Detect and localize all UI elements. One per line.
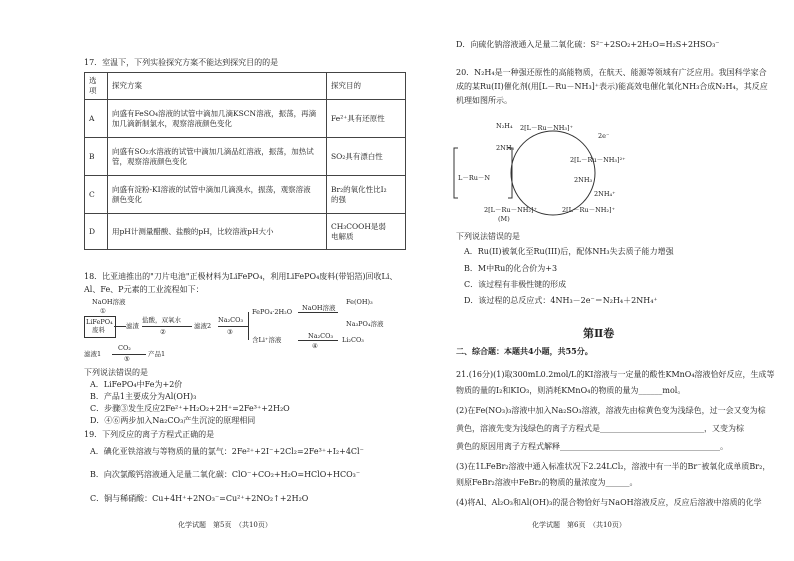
q20-stem-1: 20．N₂H₄是一种强还原性的高能物质，在航天、能源等领域有广泛应用。我国科学家合 [456, 68, 767, 77]
q21-line: (4)将Al、Al₂O₃和Al(OH)₃的混合物恰好与NaOH溶液反应，反应后溶液中溶质的化学 [456, 498, 762, 507]
q17-table [84, 72, 406, 250]
flow-raw: LiFePO₄ [86, 318, 113, 326]
header-option: 选项 [85, 73, 108, 100]
header-plan: 探究方案 [108, 73, 327, 100]
page-footer-left: 化学试题 第5页 （共10页） [178, 521, 272, 529]
cycle-circle [511, 131, 595, 215]
flow-arrow [114, 326, 126, 327]
dg-left: L－Ru－N [458, 174, 491, 182]
goal-line: 的强 [331, 194, 346, 204]
flow-raw2: 废料 [92, 326, 105, 334]
q17-stem: 17．室温下，下列实验探究方案不能达到探究目的的是 [84, 58, 279, 67]
flow-feoh: Fe(OH)₃ [346, 298, 373, 306]
page-footer-right: 化学试题 第6页 （共10页） [532, 521, 626, 529]
table-row [85, 214, 406, 250]
flow-filtrate1: 滤液1 [84, 350, 102, 358]
q18-ask: 下列说法错误的是 [84, 368, 148, 377]
q19-option-b: B．向次氯酸钙溶液通入足量二氧化碳：ClO⁻+CO₂+H₂O=HClO+HCO₃⁻ [90, 470, 361, 479]
flow-product1: 产品1 [148, 350, 166, 358]
row-option: D [85, 214, 108, 250]
q18-option-b: B．产品1主要成分为Al(OH)₃ [90, 392, 197, 401]
goal-line: Br₂的氧化性比I₂ [331, 184, 387, 194]
left-page [60, 0, 405, 561]
row-option: A [85, 100, 108, 138]
flow-naoh: NaOH溶液 [92, 298, 126, 306]
flow-na2co3: Na₂CO₃ [218, 316, 244, 324]
flow-branch [248, 312, 249, 340]
row-goal [327, 100, 406, 138]
row-option: C [85, 176, 108, 214]
flow-step4: ④ [312, 342, 318, 350]
flow-li-filtrate: 含Li⁺溶液 [252, 336, 282, 344]
plan-line: 向盛有淀粉-KI溶液的试管中滴加几滴溴水，振荡，观察溶液 [112, 184, 311, 194]
flow-arrow [218, 326, 248, 327]
q20-option-a: A．Ru(II)被氧化至Ru(III)后，配体NH₃失去质子能力增强 [464, 247, 674, 256]
dg-right1: 2[L－Ru－NH₃]²⁺ [570, 156, 626, 164]
q21-line: (3)在1LFeBr₂溶液中通入标准状况下2.24LCl₂，溶液中有一半的Br⁻被氧化成单质Br₂， [456, 462, 771, 471]
q19-option-d: D．向硫化钠溶液通入足量二氧化硫：S²⁻+2SO₂+2H₂O=H₂S+2HSO₃⁻ [456, 40, 720, 49]
q20-mechanism-diagram [448, 118, 768, 228]
q21-line: 则原FeBr₂溶液中FeBr₂的物质的量浓度为______。 [456, 478, 638, 487]
q20-stem-2: 成的某Ru(II)催化剂(用[L－Ru－NH₃]⁺表示)能高效电催化氧化NH₃合成N₂H₄，其反应 [456, 82, 768, 91]
q20-option-c: C．该过程有非极性键的形成 [464, 280, 567, 289]
q20-ask: 下列说法错误的是 [456, 232, 520, 241]
plan-line: 向盛有FeSO₄溶液的试管中滴加几滴KSCN溶液，振荡，再滴 [112, 108, 317, 118]
row-goal [327, 138, 406, 176]
q21-line: 黄色，溶液先变为浅绿色的离子方程式是__________________________，又变为棕 [456, 424, 744, 433]
row-option: B [85, 138, 108, 176]
q19-option-c: C．铜与稀硝酸：Cu+4H⁺+2NO₃⁻=Cu²⁺+2NO₂↑+2H₂O [90, 494, 309, 503]
plan-line: 向盛有SO₂水溶液的试管中滴加几滴品红溶液，振荡，加热试 [112, 146, 314, 156]
row-plan [108, 100, 327, 138]
q21-line: 黄色的原因用离子方程式解释________________________________________。 [456, 442, 728, 451]
dg-m: (M) [498, 215, 510, 223]
table-row [85, 100, 406, 138]
flow-arrow [298, 312, 338, 313]
flow-li2co3: Li₂CO₃ [342, 336, 364, 344]
q20-option-d: D．该过程的总反应式：4NH₃－2e⁻＝N₂H₄＋2NH₄⁺ [464, 296, 658, 305]
flow-naoh2: NaOH溶液 [302, 304, 336, 312]
q21-line: 物质的量的I₂和KIO₃，则消耗KMnO₄的物质的量为______mol。 [456, 386, 686, 395]
plan-line: 管，观察溶液颜色变化 [112, 156, 187, 166]
flow-arrow [298, 340, 338, 341]
flow-step1: ① [100, 307, 106, 315]
table-row [85, 138, 406, 176]
part-2-title: 第Ⅱ卷 [583, 327, 615, 340]
right-page [448, 0, 775, 561]
part-2-section: 二、综合题：本题共4小题，共55分。 [456, 346, 593, 356]
flow-p1: FePO₄·2H₂O [252, 308, 293, 316]
q18-option-a: A．LiFePO₄中Fe为+2价 [90, 380, 183, 389]
plan-line: 用pH计测量醋酸、盐酸的pH，比较溶液pH大小 [112, 226, 274, 236]
row-goal [327, 176, 406, 214]
row-goal [327, 214, 406, 250]
flow-acid: 盐酸，双氧水 [142, 316, 181, 324]
table-row [85, 176, 406, 214]
flow-step2: ② [160, 328, 166, 336]
flow-step5: ⑤ [124, 355, 130, 363]
q18-option-c: C．步骤③发生反应2Fe²⁺+H₂O₂+2H⁺=2Fe³⁺+2H₂O [90, 404, 290, 413]
q20-stem-3: 机理如图所示。 [456, 96, 512, 105]
dg-bottom-left: 2[L－Ru－NH₂]⁺ [484, 206, 537, 214]
plan-line: 颜色变化 [112, 194, 142, 204]
q20-option-b: B．M中Ru的化合价为+3 [464, 264, 558, 273]
dg-n2h4: N₂H₄ [496, 122, 513, 130]
row-plan [108, 214, 327, 250]
dg-bottom-right: 2[L－Ru－NH₂]⁺ [562, 206, 615, 214]
plan-line: 加几滴新制氯水，观察溶液颜色变化 [112, 118, 232, 128]
bracket-left [454, 148, 458, 198]
goal-line: Fe²⁺具有还原性 [331, 113, 385, 123]
q18-stem-2: Al、Fe、P元素的工业流程如下： [84, 285, 204, 294]
flow-co2: CO₂ [118, 344, 131, 352]
goal-line: CH₃COOH是弱 [331, 221, 386, 231]
dg-top: 2[L－Ru－NH₃]⁺ [520, 124, 573, 132]
q18-flow-diagram [84, 298, 404, 364]
q19-option-a: A．碘化亚铁溶液与等物质的量的氯气：2Fe²⁺+2I⁻+2Cl₂=2Fe³⁺+I₂+4Cl⁻ [90, 447, 364, 456]
q21-line: (2)在Fe(NO₃)₃溶液中加入Na₂SO₃溶液，溶液先由棕黄色变为浅绿色，过一会又变为棕 [456, 406, 766, 415]
dg-nh3-right: 2NH₃ [574, 176, 593, 184]
goal-line: SO₂具有漂白性 [331, 151, 383, 161]
row-plan [108, 138, 327, 176]
q18-stem-1: 18．比亚迪推出的"刀片电池"正极材料为LiFePO₄，利用LiFePO₄废料(带铝箔)回收Li、 [84, 272, 398, 281]
flow-filtrate2: 滤液2 [194, 322, 212, 330]
flow-filtrate: 滤渣 [126, 322, 139, 330]
flow-napo: Na₃PO₄溶液 [346, 320, 384, 328]
dg-nh4: 2NH₄⁺ [594, 190, 616, 198]
dg-e1: 2e⁻ [598, 132, 610, 140]
q21-line: 21.(16分)(1)取300mL0.2mol/L的KI溶液与一定量的酸性KMnO₄溶液恰好反应，生成等 [456, 370, 775, 379]
flow-step3: ③ [227, 328, 233, 336]
header-goal: 探究目的 [327, 73, 406, 100]
table-header-row [85, 73, 406, 100]
q19-stem: 19．下列反应的离子方程式正确的是 [84, 430, 215, 439]
row-plan [108, 176, 327, 214]
flow-arrow [142, 326, 192, 327]
goal-line: 电解质 [331, 231, 354, 241]
flow-na2co3-2: Na₂CO₃ [308, 332, 334, 340]
dg-nh3-left: 2NH₃ [496, 144, 515, 152]
q18-option-d: D．④⑥两步加入Na₂CO₃产生沉淀的原理相同 [90, 416, 256, 425]
